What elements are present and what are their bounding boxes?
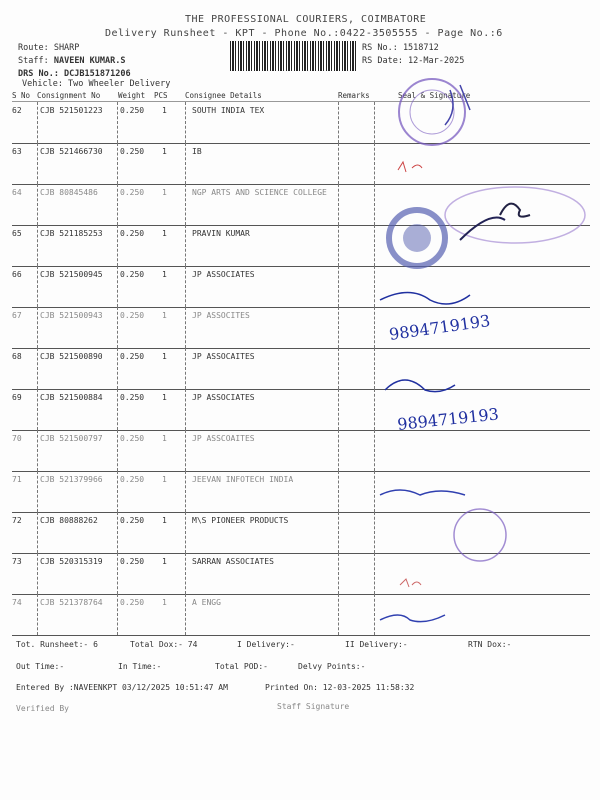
column-divider — [117, 512, 118, 553]
runsheet-subtitle: Delivery Runsheet - KPT - Phone No.:0422-3505555 - Page No.:6 — [105, 28, 503, 39]
column-divider — [185, 553, 186, 594]
column-divider — [117, 430, 118, 471]
rtn-dox: RTN Dox:- — [468, 640, 512, 649]
cell-pcs: 1 — [162, 598, 167, 607]
column-divider — [185, 348, 186, 389]
cell-consignee: JEEVAN INFOTECH INDIA — [192, 475, 294, 484]
column-divider — [37, 594, 38, 635]
cell-pcs: 1 — [162, 557, 167, 566]
cell-consignee: M\S PIONEER PRODUCTS — [192, 516, 289, 525]
cell-sno: 73 — [12, 557, 22, 566]
cell-pcs: 1 — [162, 311, 167, 320]
entered-by: Entered By :NAVEENKPT 03/12/2025 10:51:47 AM — [16, 683, 228, 692]
barcode — [230, 41, 358, 71]
cell-sno: 66 — [12, 270, 22, 279]
column-divider — [185, 389, 186, 430]
handwritten-phone-69: 9894719193 — [396, 404, 500, 434]
cell-weight: 0.250 — [120, 188, 145, 197]
column-divider — [374, 102, 375, 143]
column-divider — [185, 266, 186, 307]
printed-on: Printed On: 12-03-2025 11:58:32 — [265, 683, 415, 692]
cell-sno: 62 — [12, 106, 22, 115]
table-row — [12, 184, 590, 226]
column-divider — [374, 143, 375, 184]
total-dox: Total Dox:- 74 — [130, 640, 198, 649]
column-divider — [338, 594, 339, 635]
column-divider — [117, 225, 118, 266]
cell-consignment: CJB 521379966 — [40, 475, 103, 484]
cell-pcs: 1 — [162, 434, 167, 443]
cell-weight: 0.250 — [120, 352, 145, 361]
cell-sno: 72 — [12, 516, 22, 525]
table-row — [12, 430, 590, 472]
cell-weight: 0.250 — [120, 106, 145, 115]
cell-consignment: CJB 521500797 — [40, 434, 103, 443]
cell-weight: 0.250 — [120, 434, 145, 443]
table-header — [12, 89, 590, 102]
cell-pcs: 1 — [162, 516, 167, 525]
column-divider — [117, 389, 118, 430]
column-divider — [185, 307, 186, 348]
col-pcs: PCS — [154, 91, 168, 100]
column-divider — [185, 102, 186, 143]
staff-signature: Staff Signature — [277, 702, 350, 711]
handwritten-phone-67: 9894719193 — [387, 310, 492, 344]
table-row — [12, 225, 590, 267]
table-row — [12, 389, 590, 431]
company-title: THE PROFESSIONAL COURIERS, COIMBATORE — [185, 14, 427, 25]
cell-consignee: SARRAN ASSOCIATES — [192, 557, 274, 566]
column-divider — [338, 143, 339, 184]
column-divider — [117, 307, 118, 348]
drs-no: DRS No.: DCJB151871206 — [18, 69, 131, 79]
column-divider — [338, 102, 339, 143]
column-divider — [37, 471, 38, 512]
column-divider — [338, 348, 339, 389]
cell-pcs: 1 — [162, 229, 167, 238]
cell-consignee: SOUTH INDIA TEX — [192, 106, 265, 115]
table-row — [12, 348, 590, 390]
cell-sno: 70 — [12, 434, 22, 443]
column-divider — [338, 225, 339, 266]
cell-weight: 0.250 — [120, 147, 145, 156]
cell-consignment: CJB 521500945 — [40, 270, 103, 279]
cell-pcs: 1 — [162, 393, 167, 402]
table-row — [12, 102, 590, 144]
cell-weight: 0.250 — [120, 311, 145, 320]
column-divider — [37, 553, 38, 594]
staff-name: NAVEEN KUMAR.S — [53, 56, 126, 66]
table-row — [12, 471, 590, 513]
cell-pcs: 1 — [162, 106, 167, 115]
column-divider — [338, 430, 339, 471]
column-divider — [117, 594, 118, 635]
cell-sno: 69 — [12, 393, 22, 402]
out-time: Out Time:- — [16, 662, 65, 671]
table-row — [12, 307, 590, 349]
cell-consignee: PRAVIN KUMAR — [192, 229, 250, 238]
col-consignment: Consignment No — [37, 91, 101, 100]
column-divider — [37, 389, 38, 430]
column-divider — [185, 430, 186, 471]
route: Route: SHARP — [18, 43, 80, 53]
cell-pcs: 1 — [162, 270, 167, 279]
cell-sno: 68 — [12, 352, 22, 361]
table-row — [12, 143, 590, 185]
cell-consignment: CJB 80888262 — [40, 516, 98, 525]
column-divider — [338, 307, 339, 348]
column-divider — [117, 184, 118, 225]
column-divider — [185, 184, 186, 225]
column-divider — [37, 143, 38, 184]
column-divider — [374, 225, 375, 266]
column-divider — [185, 594, 186, 635]
cell-sno: 63 — [12, 147, 22, 156]
column-divider — [374, 184, 375, 225]
column-divider — [338, 266, 339, 307]
cell-consignee: IB — [192, 147, 202, 156]
column-divider — [374, 471, 375, 512]
cell-consignment: CJB 521501223 — [40, 106, 103, 115]
in-time: In Time:- — [118, 662, 162, 671]
verified-by: Verified By — [16, 704, 69, 713]
column-divider — [374, 348, 375, 389]
column-divider — [374, 553, 375, 594]
column-divider — [37, 266, 38, 307]
column-divider — [374, 512, 375, 553]
cell-sno: 74 — [12, 598, 22, 607]
column-divider — [37, 184, 38, 225]
col-seal: Seal & Signature — [398, 91, 471, 100]
col-consignee: Consignee Details — [185, 91, 262, 100]
column-divider — [374, 266, 375, 307]
column-divider — [117, 143, 118, 184]
column-divider — [117, 348, 118, 389]
column-divider — [117, 266, 118, 307]
column-divider — [185, 143, 186, 184]
table-row — [12, 594, 590, 636]
cell-pcs: 1 — [162, 188, 167, 197]
table-row — [12, 266, 590, 308]
column-divider — [374, 594, 375, 635]
cell-consignee: NGP ARTS AND SCIENCE COLLEGE — [192, 188, 327, 197]
rs-no: RS No.: 1518712 — [362, 43, 439, 53]
total-pod: Total POD:- — [215, 662, 268, 671]
i-delivery: I Delivery:- — [237, 640, 295, 649]
table-row — [12, 553, 590, 595]
cell-pcs: 1 — [162, 352, 167, 361]
column-divider — [338, 553, 339, 594]
column-divider — [37, 512, 38, 553]
column-divider — [37, 307, 38, 348]
delvy-points: Delvy Points:- — [298, 662, 366, 671]
cell-consignee: JP ASSCOAITES — [192, 434, 255, 443]
col-remarks: Remarks — [338, 91, 370, 100]
column-divider — [117, 471, 118, 512]
cell-sno: 71 — [12, 475, 22, 484]
rs-date: RS Date: 12-Mar-2025 — [362, 56, 465, 66]
cell-consignee: JP ASSOCIATES — [192, 270, 255, 279]
tot-runsheet: Tot. Runsheet:- 6 — [16, 640, 98, 649]
cell-consignee: JP ASSOCITES — [192, 311, 250, 320]
cell-weight: 0.250 — [120, 557, 145, 566]
column-divider — [338, 512, 339, 553]
column-divider — [338, 389, 339, 430]
cell-weight: 0.250 — [120, 516, 145, 525]
cell-sno: 67 — [12, 311, 22, 320]
column-divider — [117, 102, 118, 143]
vehicle: Vehicle: Two Wheeler Delivery — [22, 79, 171, 89]
cell-weight: 0.250 — [120, 598, 145, 607]
staff-label: Staff: — [18, 56, 49, 66]
cell-weight: 0.250 — [120, 475, 145, 484]
column-divider — [185, 225, 186, 266]
column-divider — [374, 430, 375, 471]
column-divider — [37, 225, 38, 266]
cell-consignment: CJB 80845486 — [40, 188, 98, 197]
table-row — [12, 512, 590, 554]
cell-sno: 64 — [12, 188, 22, 197]
column-divider — [185, 512, 186, 553]
cell-pcs: 1 — [162, 147, 167, 156]
cell-consignment: CJB 521378764 — [40, 598, 103, 607]
cell-sno: 65 — [12, 229, 22, 238]
cell-consignee: JP ASSOCAITES — [192, 352, 255, 361]
column-divider — [37, 430, 38, 471]
cell-consignment: CJB 521466730 — [40, 147, 103, 156]
cell-consignee: A ENGG — [192, 598, 221, 607]
cell-weight: 0.250 — [120, 270, 145, 279]
column-divider — [37, 348, 38, 389]
column-divider — [185, 471, 186, 512]
cell-pcs: 1 — [162, 475, 167, 484]
column-divider — [37, 102, 38, 143]
column-divider — [374, 307, 375, 348]
cell-consignment: CJB 521500890 — [40, 352, 103, 361]
column-divider — [338, 471, 339, 512]
column-divider — [374, 389, 375, 430]
col-weight: Weight — [118, 91, 146, 100]
ii-delivery: II Delivery:- — [345, 640, 408, 649]
col-sno: S No — [12, 91, 31, 100]
column-divider — [117, 553, 118, 594]
cell-consignment: CJB 521185253 — [40, 229, 103, 238]
staff — [18, 56, 126, 66]
cell-weight: 0.250 — [120, 229, 145, 238]
cell-consignment: CJB 521500943 — [40, 311, 103, 320]
cell-consignee: JP ASSOCIATES — [192, 393, 255, 402]
cell-consignment: CJB 521500884 — [40, 393, 103, 402]
cell-consignment: CJB 520315319 — [40, 557, 103, 566]
column-divider — [338, 184, 339, 225]
cell-weight: 0.250 — [120, 393, 145, 402]
